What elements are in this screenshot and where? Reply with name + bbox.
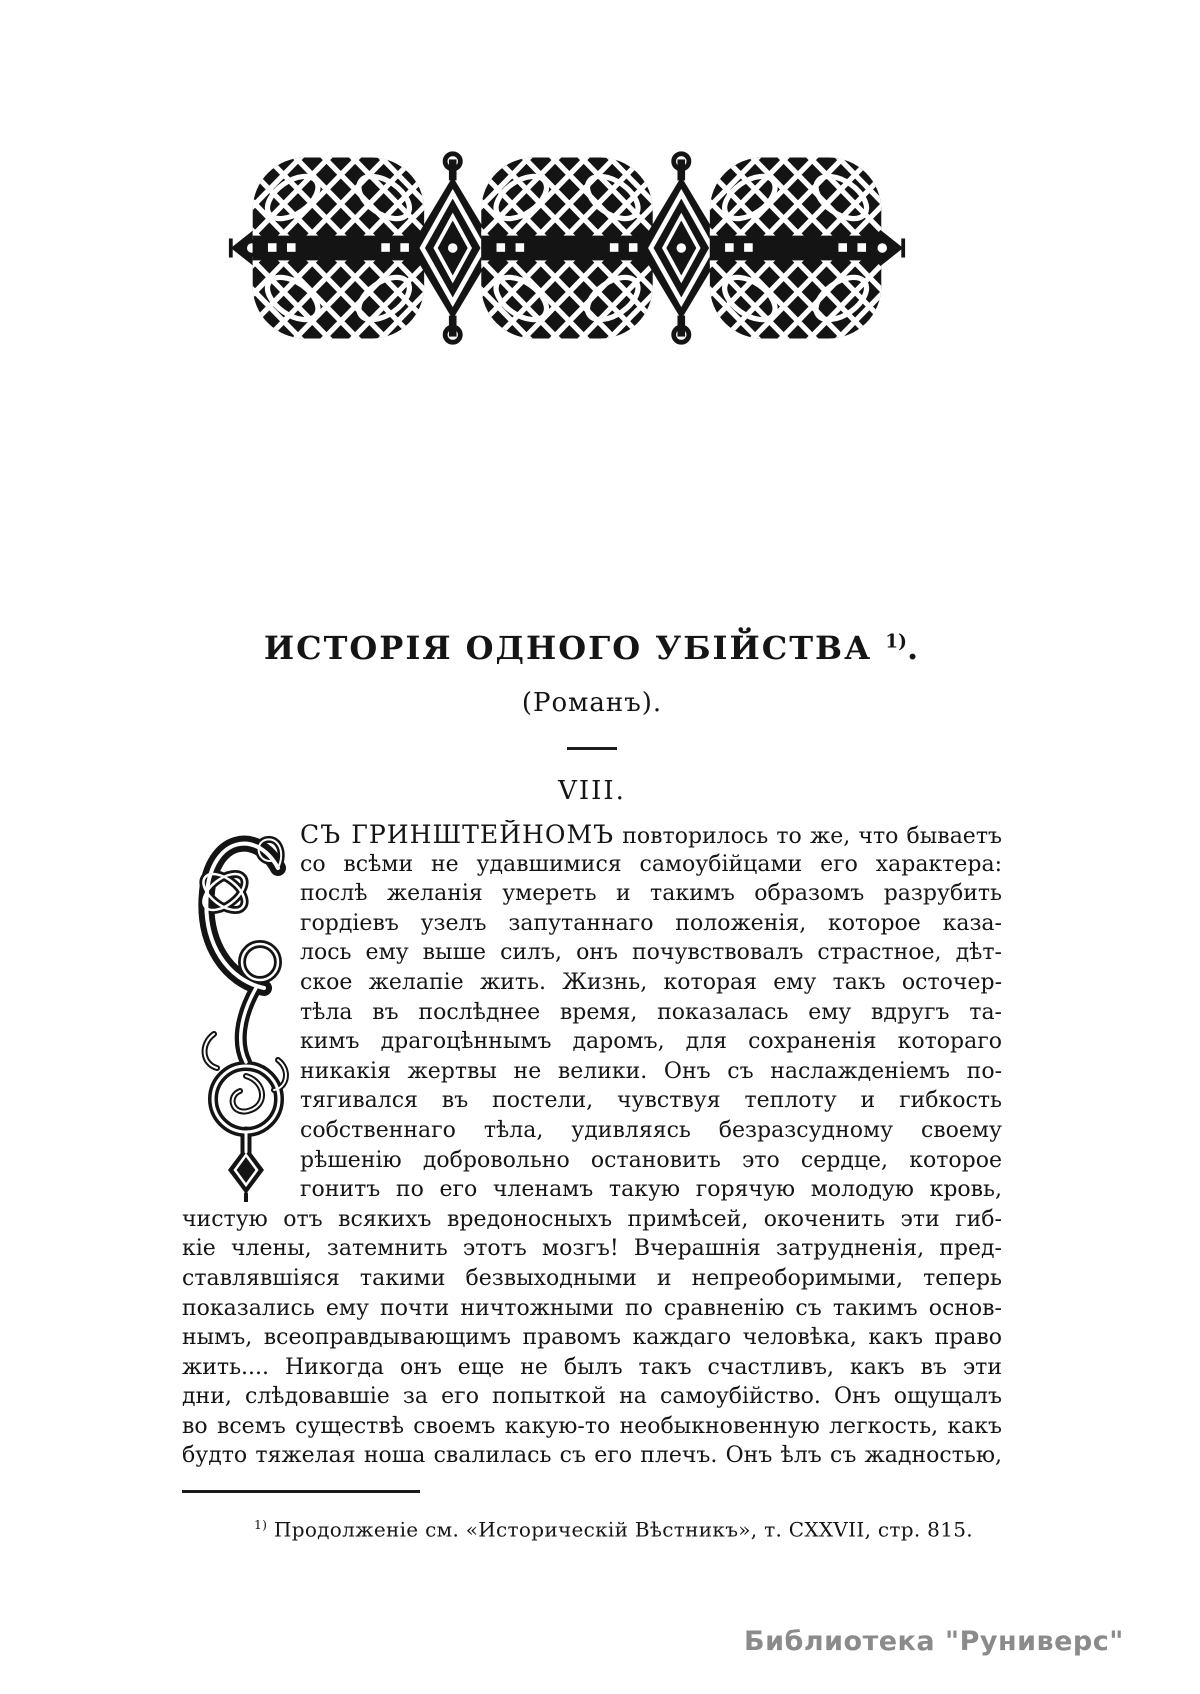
text-line: послѣ желанія умереть и такимъ образомъ разрубить bbox=[300, 881, 1002, 907]
text-line: кіе члены, затемнить этотъ мозгъ! Вчерашнія затрудненія, пред- bbox=[182, 1236, 1002, 1262]
text-line: чистую отъ всякихъ вредоносныхъ примѣсей, окоченить эти гиб- bbox=[182, 1206, 1002, 1232]
full-width-lines-group bbox=[182, 1205, 1002, 1471]
indented-lines-group bbox=[182, 850, 1002, 1205]
title-footnote-mark: 1) bbox=[885, 631, 907, 653]
text-line: тѣла въ послѣднее время, показалась ему вдругъ та- bbox=[300, 999, 1002, 1025]
text-line: показались ему почти ничтожными по сравненію съ такимъ основ- bbox=[182, 1295, 1002, 1321]
text-line: гордіевъ узелъ запутаннаго положенія, которое каза- bbox=[300, 910, 1002, 936]
footnote-mark: 1) bbox=[254, 1517, 268, 1532]
text-line: со всѣми не удавшимися самоубійцами его характера: bbox=[300, 851, 1002, 877]
footnote-divider-rule bbox=[182, 1490, 420, 1493]
header-knotwork-ornament bbox=[228, 148, 906, 348]
text-line: дни, слѣдовавшіе за его попыткой на самоубійство. Онъ ощущалъ bbox=[182, 1384, 1002, 1410]
text-line: жить.... Никогда онъ еще не былъ такъ счастливъ, какъ въ эти bbox=[182, 1354, 1002, 1380]
text-line: будто тяжелая ноша свалилась съ его плечъ. Онъ ѣлъ съ жадностью, bbox=[182, 1443, 1002, 1469]
text-line: ское желапіе жить. Жизнь, которая ему такъ осточер- bbox=[300, 969, 1002, 995]
text-line: во всемъ существѣ своемъ какую-то необыкновенную легкость, какъ bbox=[182, 1413, 1002, 1439]
footnote bbox=[182, 1517, 1002, 1542]
body-first-line bbox=[300, 820, 1002, 850]
body-text bbox=[182, 820, 1002, 1471]
footnote-text: Продолженіе см. «Историческій Вѣстникъ», т. CXXVII, стр. 815. bbox=[267, 1517, 973, 1542]
subtitle-roman: (Романъ). bbox=[521, 688, 663, 718]
text-line: собственнаго тѣла, удивляясь безразсудному своему bbox=[300, 1117, 1002, 1143]
text-line: рѣшенію добровольно остановить это сердце, которое bbox=[300, 1147, 1002, 1173]
drop-cap-ornament bbox=[194, 822, 290, 1202]
library-watermark: Библиотека "Руниверс" bbox=[744, 1626, 1124, 1657]
section-divider-rule bbox=[567, 747, 617, 750]
first-line-rest: повторилось то же, что бываетъ bbox=[614, 824, 1002, 849]
opening-words: СЪ ГРИНШТЕЙНОМЪ bbox=[300, 820, 615, 849]
text-line: лось ему выше силъ, онъ почувствовалъ страстное, дѣт- bbox=[300, 940, 1002, 966]
ornate-initial-letter-icon bbox=[194, 822, 290, 1202]
text-line: тягивался въ постели, чувствуя теплоту и гибкость bbox=[300, 1088, 1002, 1114]
celtic-knot-band-icon bbox=[228, 148, 906, 348]
text-line: кимъ драгоцѣннымъ даромъ, для сохраненія котораго bbox=[300, 1029, 1002, 1055]
title-period: . bbox=[906, 629, 921, 668]
chapter-heading: VIII. bbox=[558, 776, 626, 806]
text-line: нымъ, всеоправдывающимъ правомъ каждаго человѣка, какъ право bbox=[182, 1325, 1002, 1351]
text-line: гонитъ по его членамъ такую горячую молодую кровь, bbox=[300, 1177, 1002, 1203]
text-line: ставлявшіяся такими безвыходными и непреоборимыми, теперь bbox=[182, 1265, 1002, 1291]
title-text: ИСТОРІЯ ОДНОГО УБІЙСТВА bbox=[263, 629, 873, 668]
text-line: никакія жертвы не велики. Онъ съ наслажденіемъ по- bbox=[300, 1058, 1002, 1084]
page-title bbox=[182, 629, 1002, 667]
